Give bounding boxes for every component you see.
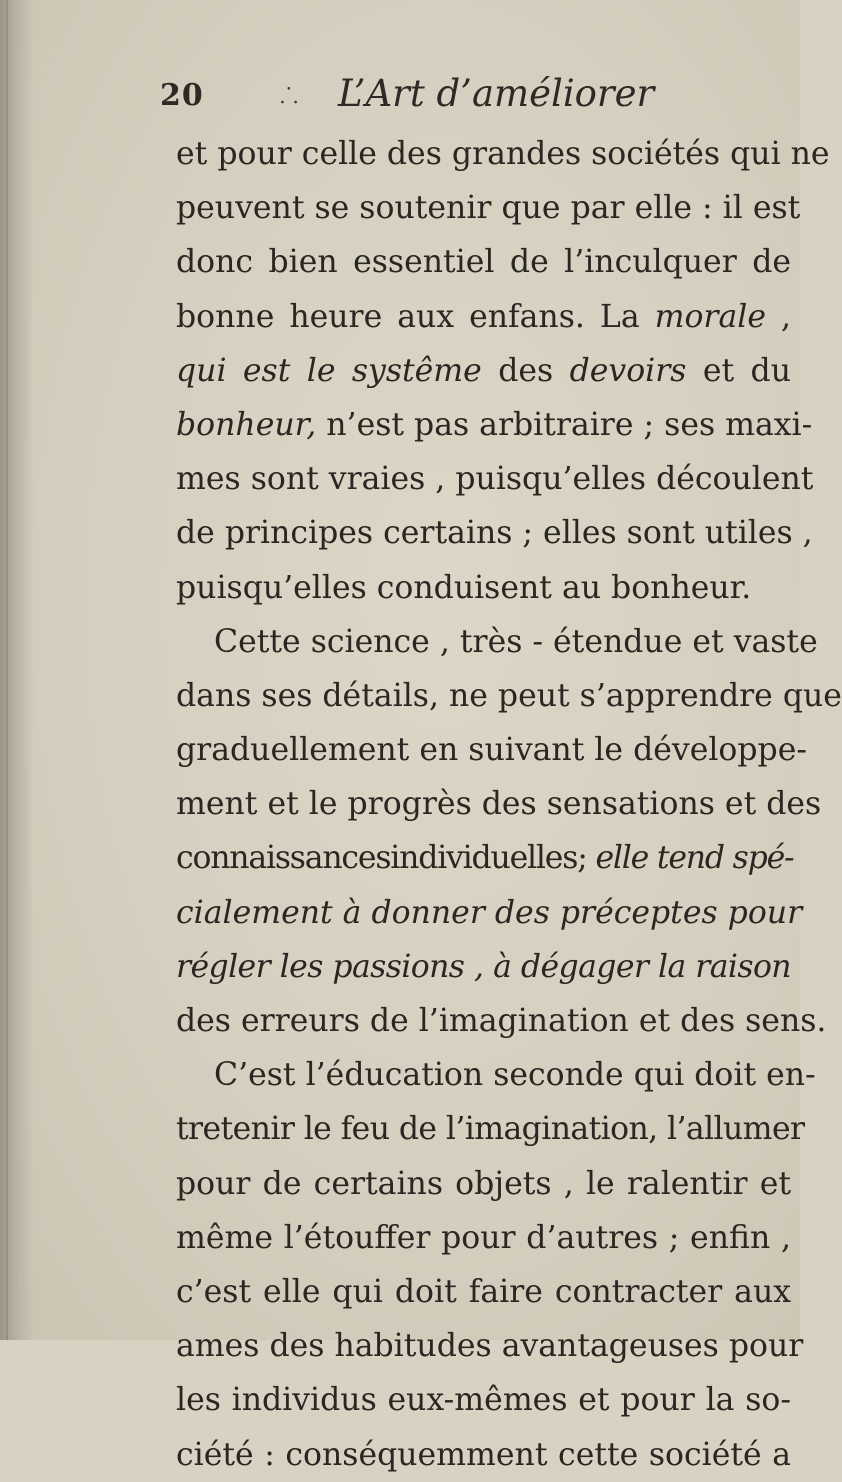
text-line	[176, 1048, 816, 1102]
text-line	[176, 1373, 791, 1427]
italic-text-segment: cialement à donner des préceptes pour	[176, 894, 803, 931]
text-line	[176, 669, 842, 723]
text-line	[176, 940, 791, 994]
running-title: L’Art d’améliorer	[338, 72, 655, 115]
text-line	[176, 127, 830, 181]
text-line	[176, 398, 813, 452]
text-line	[176, 181, 801, 235]
text-line	[176, 1428, 791, 1482]
italic-text-segment: devoirs	[569, 352, 687, 389]
ornament-glyph: ⸫	[280, 84, 299, 109]
text-line	[176, 506, 813, 560]
text-segment: tretenir le feu de l’imagination, l’allumer	[176, 1111, 805, 1148]
running-head	[150, 72, 710, 120]
text-segment: connaissancesindividuelles;	[176, 840, 596, 877]
text-line	[176, 886, 803, 940]
text-line	[176, 344, 791, 398]
text-segment: pour de certains objets , le ralentir et	[176, 1165, 791, 1202]
italic-text-segment: bonheur,	[176, 406, 317, 443]
text-segment: de principes certains ; elles sont utiles ,	[176, 515, 813, 552]
text-segment: ment et le progrès des sensations et des	[176, 786, 822, 823]
text-segment: les individus eux-mêmes et pour la so-	[176, 1382, 791, 1419]
text-segment: c’est elle qui doit faire contracter aux	[176, 1273, 791, 1310]
italic-text-segment: régler les passions , à dégager la raison	[176, 948, 791, 985]
text-segment: ames des habitudes avantageuses pour	[176, 1328, 804, 1365]
body-text	[176, 127, 842, 1482]
text-segment: C’est l’éducation seconde qui doit en-	[214, 1057, 816, 1094]
text-segment: dans ses détails, ne peut s’apprendre que	[176, 677, 842, 714]
text-line	[176, 831, 794, 885]
text-line	[176, 1157, 791, 1211]
text-segment: donc bien essentiel de l’inculquer de	[176, 244, 791, 281]
text-segment: même l’étouffer pour d’autres ; enfin ,	[176, 1219, 791, 1256]
italic-text-segment: qui est le systême	[176, 352, 482, 389]
text-segment: graduellement en suivant le développe-	[176, 732, 807, 769]
text-line	[176, 1102, 805, 1156]
text-line	[176, 235, 791, 289]
page-number: 20	[160, 78, 204, 113]
text-line	[176, 1319, 804, 1373]
text-segment: et du	[686, 352, 792, 389]
italic-text-segment: morale	[654, 298, 766, 335]
text-segment: peuvent se soutenir que par elle : il est	[176, 190, 801, 227]
text-segment: n’est pas arbitraire ; ses maxi-	[316, 406, 813, 443]
text-segment: des erreurs de l’imagination et des sens.	[176, 1003, 827, 1039]
text-line	[176, 1211, 791, 1265]
text-segment: puisqu’elles conduisent au bonheur.	[176, 569, 752, 606]
text-line	[176, 615, 818, 669]
text-segment: des	[481, 352, 570, 389]
italic-text-segment: elle tend spé-	[595, 840, 794, 877]
text-line	[176, 290, 791, 344]
page-edge-line	[6, 0, 8, 1340]
text-segment: Cette science , très - étendue et vaste	[214, 623, 818, 660]
text-line	[176, 561, 791, 615]
text-segment: ciété : conséquemment cette société a	[176, 1436, 791, 1473]
text-line	[176, 1265, 791, 1319]
text-segment: mes sont vraies , puisqu’elles découlent	[176, 461, 814, 498]
text-segment: ,	[765, 298, 791, 335]
text-line	[176, 723, 807, 777]
text-line	[176, 994, 827, 1048]
text-segment: bonne heure aux enfans. La	[176, 298, 655, 335]
text-line	[176, 452, 814, 506]
text-segment: et pour celle des grandes sociétés qui ne	[176, 136, 830, 172]
text-line	[176, 777, 822, 831]
